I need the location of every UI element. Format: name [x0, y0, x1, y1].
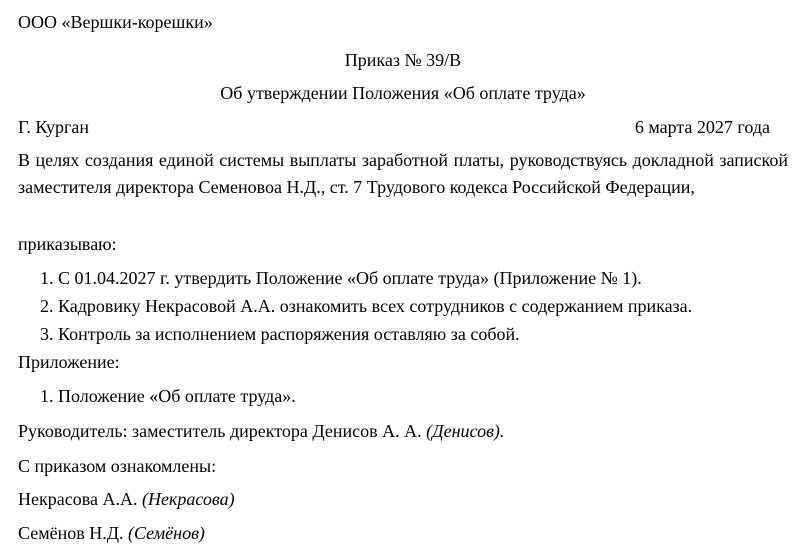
- acquainted-name: Некрасова А.А.: [18, 489, 138, 509]
- acquainted-row: [18, 488, 235, 510]
- acquainted-heading: С приказом ознакомлены:: [18, 456, 217, 476]
- preamble-paragraph: В целях создания единой системы выплаты заработной платы, руководствуясь докладной запиской заместителя директора Семеновоа Н.Д., ст. 7 Трудового кодекса Российской Федерации,: [18, 150, 788, 197]
- head-signature-line: [18, 420, 504, 442]
- acquainted-signature: (Некрасова): [141, 489, 235, 509]
- city: Г. Курган: [18, 117, 90, 137]
- list-item: 1. С 01.04.2027 г. утвердить Положение «Об оплате труда» (Приложение № 1).: [40, 268, 642, 288]
- organization-name: ООО «Вершки-корешки»: [18, 12, 213, 32]
- acquainted-signature: (Семёнов): [128, 523, 205, 543]
- head-signature: (Денисов).: [426, 421, 505, 441]
- acquainted-name: Семёнов Н.Д.: [18, 523, 124, 543]
- order-items-list: [40, 264, 692, 348]
- appendix-list: [40, 382, 296, 410]
- order-title: Приказ № 39/В: [344, 50, 462, 70]
- appendix-heading: Приложение:: [18, 352, 120, 372]
- head-label: Руководитель: заместитель директора Денисов А. А.: [18, 421, 422, 441]
- city-date-row: [18, 116, 770, 138]
- order-date: 6 марта 2027 года: [634, 117, 770, 137]
- order-word: приказываю:: [18, 234, 117, 254]
- order-subject: Об утверждении Положения «Об оплате труда»: [220, 83, 586, 103]
- acquainted-row: [18, 522, 205, 544]
- list-item: 1. Положение «Об оплате труда».: [40, 386, 296, 406]
- list-item: 2. Кадровику Некрасовой А.А. ознакомить всех сотрудников с содержанием приказа.: [40, 296, 693, 316]
- list-item: 3. Контроль за исполнением распоряжения оставляю за собой.: [40, 324, 520, 344]
- order-document: [18, 0, 788, 550]
